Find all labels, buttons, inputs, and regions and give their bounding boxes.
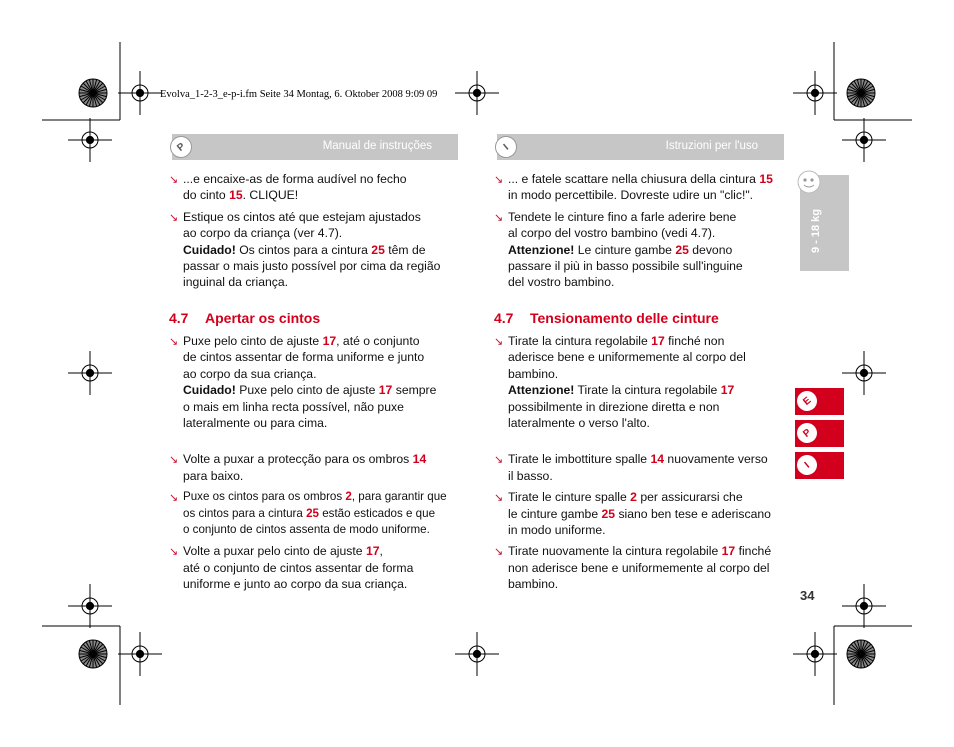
text-line — [508, 366, 794, 382]
text-line — [183, 242, 469, 258]
part-number: 17 — [365, 544, 380, 559]
bullet-arrow-icon: ↘ — [169, 174, 179, 186]
text-line — [508, 543, 794, 559]
language-badge-i: I — [491, 132, 522, 163]
text-segment: para baixo. — [183, 468, 244, 483]
language-tab-i-letter: I — [793, 451, 821, 479]
text-segment: lateralmente ou para cima. — [183, 416, 328, 431]
text-segment: passar o mais justo possível por cima da região — [183, 259, 441, 274]
text-segment: nuovamente verso — [664, 452, 768, 467]
instruction-item — [494, 171, 794, 204]
text-line — [508, 506, 794, 522]
right-bar-title: Istruzioni per l'uso — [665, 140, 758, 152]
text-line — [508, 576, 794, 592]
text-segment: têm de — [384, 242, 426, 257]
text-segment: finché — [735, 544, 772, 559]
warning-label: Cuidado! — [183, 242, 236, 257]
text-segment: le cinture gambe — [508, 506, 602, 521]
text-line — [183, 451, 469, 467]
text-segment: per assicurarsi che — [636, 490, 743, 505]
left-section-bar — [172, 134, 458, 160]
part-number: 25 — [675, 242, 689, 257]
text-line — [508, 171, 794, 187]
text-segment: , para garantir que — [351, 490, 447, 504]
text-segment: de cintos assentar de forma uniforme e junto — [183, 350, 425, 365]
text-segment: bambino. — [508, 366, 559, 381]
language-tab-e[interactable] — [795, 388, 844, 415]
text-segment: Tendete le cinture fino a farle aderire bene — [508, 209, 737, 224]
instruction-item — [494, 451, 794, 484]
right-heading-number: 4.7 — [494, 310, 514, 326]
text-segment: Estique os cintos até que estejam ajustados — [183, 209, 421, 224]
text-segment: il basso. — [508, 468, 553, 483]
text-segment: ... e fatele scattare nella chiusura della cintura — [508, 172, 760, 186]
text-segment: del vostro bambino. — [508, 275, 615, 290]
text-line — [183, 576, 469, 592]
text-segment: devono — [688, 242, 733, 257]
right-section-heading — [494, 310, 719, 326]
text-line — [508, 560, 794, 576]
text-segment: ao corpo da criança (ver 4.7). — [183, 226, 343, 241]
text-line — [508, 333, 794, 349]
text-segment: lateralmente o verso l'alto. — [508, 416, 650, 431]
text-line — [183, 543, 469, 559]
left-bar-title: Manual de instruções — [322, 140, 432, 152]
bullet-arrow-icon: ↘ — [169, 336, 179, 348]
instruction-item — [494, 209, 794, 291]
text-line — [183, 171, 469, 187]
right-section-bar — [497, 134, 784, 160]
text-line — [508, 468, 794, 484]
text-segment: siano ben tese e aderiscano — [615, 506, 771, 521]
text-line — [183, 560, 469, 576]
bullet-arrow-icon: ↘ — [494, 174, 504, 186]
text-segment: sempre — [392, 383, 437, 398]
right-column-bottom — [494, 333, 794, 593]
text-segment: uniforme e junto ao corpo da sua criança. — [183, 577, 408, 592]
part-number: 15 — [229, 188, 243, 203]
text-line — [183, 399, 469, 415]
text-segment: Volte a puxar pelo cinto de ajuste — [183, 544, 366, 559]
bullet-arrow-icon: ↘ — [169, 454, 179, 467]
instruction-item — [169, 209, 469, 291]
left-column-top — [169, 171, 469, 291]
text-line — [183, 522, 469, 538]
text-segment: . CLIQUE! — [242, 188, 299, 203]
text-segment: ao corpo da sua criança. — [183, 366, 317, 381]
text-line — [183, 489, 469, 505]
text-line — [183, 274, 469, 290]
text-segment: passare il più in basso possibile sull'inguine — [508, 259, 743, 274]
text-segment: Puxe os cintos para os ombros — [183, 490, 346, 504]
left-heading-number: 4.7 — [169, 310, 189, 326]
bullet-arrow-icon: ↘ — [494, 546, 504, 559]
bullet-arrow-icon: ↘ — [494, 454, 504, 467]
text-line — [508, 349, 794, 365]
text-line — [508, 522, 794, 538]
text-line — [508, 399, 794, 415]
text-line — [508, 242, 794, 258]
text-line — [508, 415, 794, 431]
text-segment: in modo percettibile. Dovreste udire un "clic!". — [508, 188, 754, 203]
instruction-item — [169, 489, 469, 538]
weight-label: 9 - 18 kg — [810, 208, 822, 253]
bullet-arrow-icon: ↘ — [169, 492, 179, 505]
part-number: 25 — [306, 506, 319, 520]
part-number: 2 — [345, 490, 352, 504]
text-segment: Volte a puxar a protecção para os ombros — [183, 452, 413, 467]
instruction-item — [169, 333, 469, 431]
text-line — [183, 209, 469, 225]
text-line — [183, 366, 469, 382]
text-line — [508, 274, 794, 290]
part-number: 17 — [322, 334, 337, 348]
left-column-bottom — [169, 333, 469, 593]
instruction-item — [169, 171, 469, 204]
warning-label: Cuidado! — [183, 383, 236, 398]
part-number: 25 — [601, 506, 616, 521]
text-line — [508, 225, 794, 241]
text-line — [183, 382, 469, 398]
bullet-arrow-icon: ↘ — [494, 492, 504, 505]
warning-label: Attenzione! — [508, 383, 575, 398]
part-number: 17 — [720, 383, 735, 398]
part-number: 17 — [651, 334, 665, 348]
text-line — [508, 187, 794, 203]
text-line — [508, 382, 794, 398]
left-heading-text: Apertar os cintos — [205, 310, 321, 326]
bullet-arrow-icon: ↘ — [169, 211, 179, 224]
part-number: 25 — [371, 242, 385, 257]
bullet-arrow-icon: ↘ — [494, 336, 504, 348]
right-heading-text: Tensionamento delle cinture — [530, 310, 719, 326]
text-segment: do cinto — [183, 188, 230, 203]
text-segment: in modo uniforme. — [508, 523, 606, 538]
text-segment: , até o conjunto — [336, 334, 420, 348]
text-segment: Tirate la cintura regolabile — [574, 383, 721, 398]
warning-label: Attenzione! — [508, 242, 575, 257]
text-line — [183, 258, 469, 274]
text-segment: Tirate nuovamente la cintura regolabile — [508, 544, 722, 559]
language-badge-p: P — [166, 132, 197, 163]
text-segment: bambino. — [508, 577, 559, 592]
part-number: 15 — [759, 172, 773, 186]
instruction-item — [169, 543, 469, 592]
language-tab-e-letter: E — [793, 387, 821, 415]
instruction-item — [169, 451, 469, 484]
part-number: 14 — [650, 452, 665, 467]
text-segment: Puxe pelo cinto de ajuste — [183, 334, 323, 348]
text-line — [183, 415, 469, 431]
language-tab-p[interactable] — [795, 420, 844, 447]
language-tab-p-letter: P — [793, 419, 821, 447]
text-segment: Tirate la cintura regolabile — [508, 334, 652, 348]
text-segment: Tirate le imbottiture spalle — [508, 452, 651, 467]
text-line — [508, 258, 794, 274]
file-info-line: Evolva_1-2-3_e-p-i.fm Seite 34 Montag, 6. Oktober 2008 9:09 09 — [160, 89, 438, 100]
text-line — [183, 468, 469, 484]
text-segment: non aderisce bene e uniformemente al corpo del — [508, 560, 770, 575]
part-number: 17 — [721, 544, 736, 559]
bullet-arrow-icon: ↘ — [169, 546, 179, 559]
text-segment: possibilmente in direzione diretta e non — [508, 399, 720, 414]
text-segment: al corpo del vostro bambino (vedi 4.7). — [508, 226, 716, 241]
text-segment: os cintos para a cintura — [183, 506, 307, 520]
text-line — [508, 489, 794, 505]
text-segment: o mais em linha recta possível, não puxe — [183, 399, 404, 414]
text-line — [183, 333, 469, 349]
child-face-icon — [796, 169, 822, 195]
instruction-item — [494, 333, 794, 431]
text-segment: o conjunto de cintos assenta de modo uniforme. — [183, 523, 430, 537]
left-section-heading — [169, 310, 320, 326]
text-segment: Os cintos para a cintura — [235, 242, 372, 257]
instruction-item — [494, 489, 794, 538]
text-line — [183, 506, 469, 522]
instruction-item — [494, 543, 794, 592]
text-segment: Le cinture gambe — [574, 242, 676, 257]
text-segment: ...e encaixe-as de forma audível no fecho — [183, 172, 407, 186]
text-line — [508, 209, 794, 225]
text-segment: , — [379, 544, 383, 559]
bullet-arrow-icon: ↘ — [494, 211, 504, 224]
text-segment: inguinal da criança. — [183, 275, 289, 290]
text-line — [508, 451, 794, 467]
text-segment: Puxe pelo cinto de ajuste — [235, 383, 379, 398]
part-number: 17 — [378, 383, 393, 398]
text-line — [183, 349, 469, 365]
right-column-top — [494, 171, 794, 291]
language-tab-i[interactable] — [795, 452, 844, 479]
text-line — [183, 225, 469, 241]
text-segment: finché non — [664, 334, 725, 348]
part-number: 14 — [412, 452, 427, 467]
page-number: 34 — [800, 588, 815, 603]
weight-group-tab — [800, 175, 849, 271]
text-segment: Tirate le cinture spalle — [508, 490, 631, 505]
part-number: 2 — [630, 490, 637, 505]
text-line — [183, 187, 469, 203]
text-segment: estão esticados e que — [319, 506, 436, 520]
text-segment: até o conjunto de cintos assentar de forma — [183, 560, 414, 575]
text-segment: aderisce bene e uniformemente al corpo del — [508, 350, 746, 365]
